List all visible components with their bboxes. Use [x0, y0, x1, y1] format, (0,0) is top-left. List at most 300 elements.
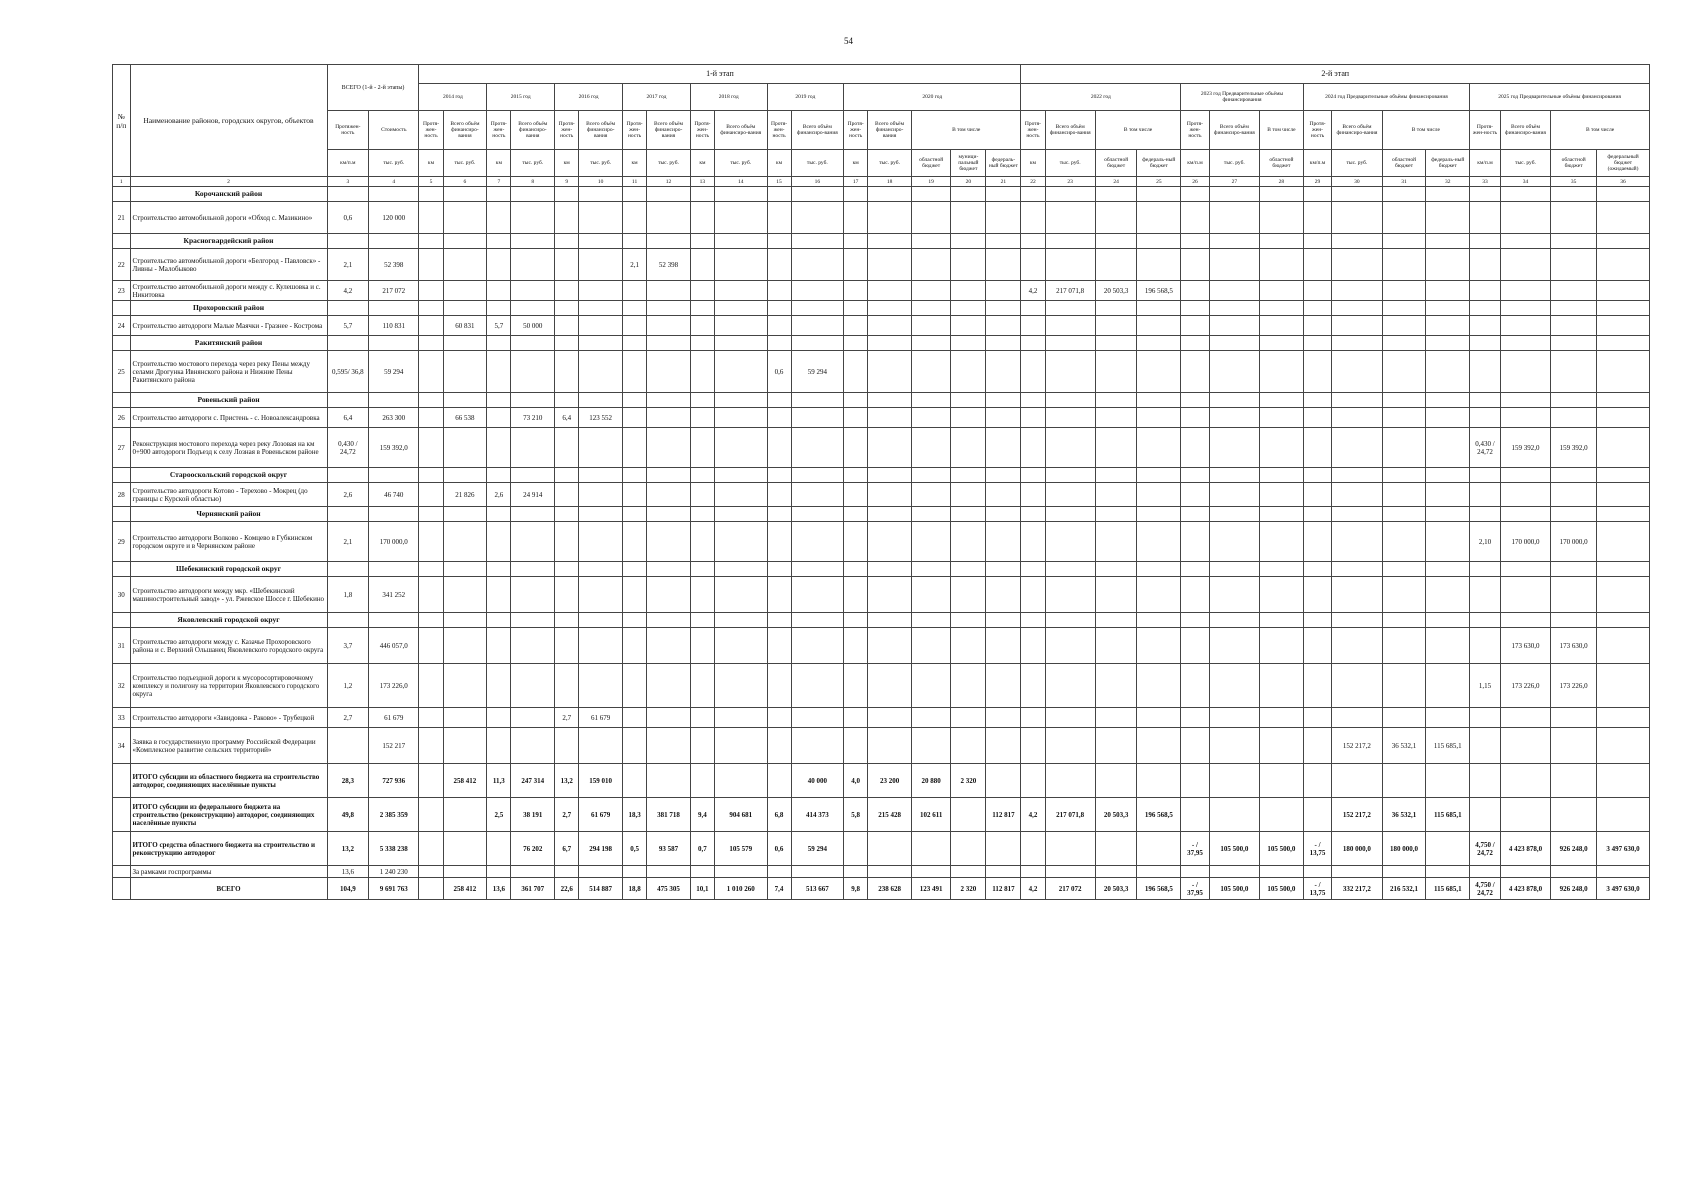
value-cell: [986, 577, 1021, 613]
value-cell: [986, 483, 1021, 507]
prot-header: Протя-жен-ность: [1021, 111, 1045, 150]
object-name: Строительство автомобильной дороги «Белгород - Павловск» - Ливны - Малобыково: [130, 249, 327, 281]
value-cell: [511, 202, 555, 234]
value-cell: [1332, 866, 1382, 878]
value-cell: [1095, 866, 1137, 878]
value-cell: [986, 351, 1021, 393]
value-cell: 13,6: [487, 878, 511, 900]
empty-cell: [951, 562, 986, 577]
value-cell: [714, 728, 767, 764]
value-cell: [1303, 408, 1331, 428]
value-cell: 159 392,0: [1500, 428, 1550, 468]
table-row: [113, 483, 1650, 507]
empty-cell: [623, 336, 647, 351]
value-cell: 152 217,2: [1332, 798, 1382, 832]
empty-cell: [327, 468, 369, 483]
district-title: Прохоровский район: [130, 301, 327, 316]
value-cell: [1137, 664, 1181, 708]
value-cell: [1303, 281, 1331, 301]
empty-cell: [1332, 301, 1382, 316]
empty-cell: [1303, 301, 1331, 316]
empty-cell: [844, 562, 868, 577]
empty-cell: [951, 187, 986, 202]
value-cell: [1332, 628, 1382, 664]
value-cell: [868, 483, 912, 507]
empty-cell: [1181, 301, 1209, 316]
value-cell: [487, 577, 511, 613]
empty-cell: [714, 562, 767, 577]
empty-cell: [690, 234, 714, 249]
value-cell: [791, 202, 844, 234]
value-cell: [1426, 522, 1470, 562]
value-cell: [511, 351, 555, 393]
empty-cell: [1551, 468, 1597, 483]
value-cell: 152 217,2: [1332, 728, 1382, 764]
empty-cell: [767, 507, 791, 522]
value-cell: [1551, 281, 1597, 301]
value-cell: 22,6: [555, 878, 579, 900]
value-cell: [1045, 866, 1095, 878]
row-number: 34: [113, 728, 131, 764]
empty-cell: [647, 336, 691, 351]
value-cell: [868, 408, 912, 428]
value-cell: [951, 832, 986, 866]
prot-header: Протя-жен-ность: [419, 111, 443, 150]
unit: тыс. руб.: [579, 150, 623, 177]
vol-header: Всего объём финансиро-вания: [443, 111, 487, 150]
district-row: [113, 393, 1650, 408]
unit: км: [555, 150, 579, 177]
value-cell: [844, 249, 868, 281]
column-index: 8: [511, 177, 555, 187]
empty-cell: [1209, 234, 1259, 249]
value-cell: 4,2: [1021, 798, 1045, 832]
vol-header: Всего объём финансиро-вания: [868, 111, 912, 150]
empty-cell: [911, 234, 950, 249]
value-cell: [647, 577, 691, 613]
empty-cell: [623, 468, 647, 483]
value-cell: [1260, 483, 1304, 507]
value-cell: 9,8: [844, 878, 868, 900]
value-cell: 0,430 / 24,72: [1470, 428, 1501, 468]
district-spacer: [113, 393, 131, 408]
column-index: 2: [130, 177, 327, 187]
value-cell: 40 000: [791, 764, 844, 798]
empty-cell: [951, 468, 986, 483]
value-cell: 59 294: [791, 351, 844, 393]
empty-cell: [487, 613, 511, 628]
value-cell: 196 568,5: [1137, 798, 1181, 832]
empty-cell: [767, 393, 791, 408]
table-row: [113, 708, 1650, 728]
value-cell: [555, 428, 579, 468]
empty-cell: [951, 336, 986, 351]
empty-cell: [1382, 562, 1426, 577]
value-cell: [511, 428, 555, 468]
empty-cell: [1021, 187, 1045, 202]
value-cell: [487, 428, 511, 468]
value-cell: [1181, 351, 1209, 393]
value-cell: [690, 577, 714, 613]
value-cell: 0,6: [767, 832, 791, 866]
value-cell: 7,4: [767, 878, 791, 900]
value-cell: [1382, 428, 1426, 468]
unit: км: [1021, 150, 1045, 177]
empty-cell: [767, 234, 791, 249]
value-cell: [1332, 202, 1382, 234]
empty-cell: [1045, 562, 1095, 577]
empty-cell: [1382, 301, 1426, 316]
value-cell: [1181, 522, 1209, 562]
value-cell: [1137, 483, 1181, 507]
district-title: Красногвардейский район: [130, 234, 327, 249]
empty-cell: [487, 562, 511, 577]
empty-cell: [555, 187, 579, 202]
value-cell: 173 226,0: [369, 664, 419, 708]
year-2022: 2022 год: [1021, 84, 1181, 111]
value-cell: [1021, 577, 1045, 613]
value-cell: [1095, 664, 1137, 708]
value-cell: [1095, 522, 1137, 562]
empty-cell: [1260, 562, 1304, 577]
value-cell: [623, 708, 647, 728]
empty-cell: [1095, 507, 1137, 522]
value-cell: 238 628: [868, 878, 912, 900]
value-cell: 110 831: [369, 316, 419, 336]
value-cell: [1303, 798, 1331, 832]
empty-cell: [1181, 234, 1209, 249]
value-cell: [555, 628, 579, 664]
empty-cell: [714, 393, 767, 408]
value-cell: [555, 351, 579, 393]
prot-header: Протя-жен-ность: [1470, 111, 1501, 150]
empty-cell: [419, 613, 443, 628]
unit: км/п.м: [1181, 150, 1209, 177]
value-cell: [1181, 408, 1209, 428]
column-index: 18: [868, 177, 912, 187]
value-cell: 9 691 763: [369, 878, 419, 900]
empty-cell: [487, 393, 511, 408]
value-cell: [1045, 728, 1095, 764]
empty-cell: [791, 393, 844, 408]
value-cell: [951, 577, 986, 613]
empty-cell: [327, 613, 369, 628]
value-cell: [951, 708, 986, 728]
value-cell: [1095, 202, 1137, 234]
incl-header: В том числе: [1260, 111, 1304, 150]
value-cell: [911, 577, 950, 613]
summary-row: [113, 832, 1650, 866]
value-cell: [1551, 798, 1597, 832]
value-cell: [1303, 428, 1331, 468]
value-cell: [443, 628, 487, 664]
value-cell: [1045, 408, 1095, 428]
value-cell: [1209, 728, 1259, 764]
value-cell: [1045, 522, 1095, 562]
empty-cell: [579, 562, 623, 577]
unit: км: [844, 150, 868, 177]
value-cell: [1332, 408, 1382, 428]
value-cell: 361 707: [511, 878, 555, 900]
value-cell: [647, 522, 691, 562]
empty-cell: [844, 187, 868, 202]
value-cell: [1500, 281, 1550, 301]
empty-cell: [1021, 613, 1045, 628]
column-index: 29: [1303, 177, 1331, 187]
empty-cell: [487, 301, 511, 316]
empty-cell: [951, 234, 986, 249]
value-cell: [419, 832, 443, 866]
empty-cell: [327, 187, 369, 202]
value-cell: 3,7: [327, 628, 369, 664]
vol-header: Всего объём финансиро-вания: [1045, 111, 1095, 150]
empty-cell: [579, 336, 623, 351]
value-cell: [1209, 316, 1259, 336]
empty-cell: [327, 234, 369, 249]
value-cell: 170 000,0: [1500, 522, 1550, 562]
empty-cell: [868, 613, 912, 628]
value-cell: 36 532,1: [1382, 798, 1426, 832]
summary-row: [113, 798, 1650, 832]
empty-cell: [1095, 393, 1137, 408]
value-cell: 247 314: [511, 764, 555, 798]
value-cell: [1137, 202, 1181, 234]
value-cell: [791, 522, 844, 562]
value-cell: [1260, 798, 1304, 832]
value-cell: [1332, 316, 1382, 336]
value-cell: [911, 664, 950, 708]
value-cell: [511, 281, 555, 301]
unit: тыс. руб.: [714, 150, 767, 177]
value-cell: [1597, 628, 1650, 664]
value-cell: [1095, 316, 1137, 336]
empty-cell: [1332, 187, 1382, 202]
value-cell: [1382, 249, 1426, 281]
value-cell: 0,430 / 24,72: [327, 428, 369, 468]
value-cell: [487, 866, 511, 878]
column-index: 6: [443, 177, 487, 187]
value-cell: [1332, 483, 1382, 507]
value-cell: [1500, 483, 1550, 507]
value-cell: [1382, 522, 1426, 562]
value-cell: [1095, 249, 1137, 281]
value-cell: [1137, 832, 1181, 866]
value-cell: [844, 866, 868, 878]
column-index: 14: [714, 177, 767, 187]
value-cell: 9,4: [690, 798, 714, 832]
row-number: [113, 878, 131, 900]
value-cell: [1470, 202, 1501, 234]
value-cell: [1021, 428, 1045, 468]
empty-cell: [1209, 187, 1259, 202]
empty-cell: [1551, 507, 1597, 522]
empty-cell: [1021, 234, 1045, 249]
empty-cell: [868, 562, 912, 577]
value-cell: [623, 483, 647, 507]
value-cell: [1045, 577, 1095, 613]
empty-cell: [555, 562, 579, 577]
value-cell: [1382, 316, 1426, 336]
value-cell: [1500, 249, 1550, 281]
empty-cell: [911, 507, 950, 522]
value-cell: [911, 628, 950, 664]
value-cell: [1137, 628, 1181, 664]
column-index: 33: [1470, 177, 1501, 187]
empty-cell: [443, 187, 487, 202]
empty-cell: [327, 562, 369, 577]
value-cell: 0,5: [623, 832, 647, 866]
value-cell: [767, 764, 791, 798]
unit: км: [690, 150, 714, 177]
empty-cell: [623, 562, 647, 577]
value-cell: 2,7: [327, 708, 369, 728]
empty-cell: [868, 507, 912, 522]
empty-cell: [443, 234, 487, 249]
value-cell: 105 500,0: [1260, 878, 1304, 900]
value-cell: [419, 866, 443, 878]
value-cell: 20 880: [911, 764, 950, 798]
value-cell: [647, 866, 691, 878]
value-cell: [1209, 708, 1259, 728]
column-index: 7: [487, 177, 511, 187]
object-name: Строительство автодороги между мкр. «Шебекинский машиностроительный завод» - ул. Ржевское Шоссе г. Шебекино: [130, 577, 327, 613]
empty-cell: [1095, 336, 1137, 351]
value-cell: [986, 428, 1021, 468]
empty-cell: [1551, 336, 1597, 351]
empty-cell: [1382, 507, 1426, 522]
value-cell: [1181, 708, 1209, 728]
value-cell: [443, 798, 487, 832]
value-cell: [1095, 708, 1137, 728]
empty-cell: [1382, 393, 1426, 408]
unit: тыс. руб.: [1209, 150, 1259, 177]
value-cell: [579, 866, 623, 878]
value-cell: [791, 708, 844, 728]
empty-cell: [767, 468, 791, 483]
vol-header: Всего объём финансиро-вания: [1500, 111, 1550, 150]
empty-cell: [1181, 613, 1209, 628]
value-cell: [419, 764, 443, 798]
value-cell: [1045, 664, 1095, 708]
value-cell: [1021, 728, 1045, 764]
value-cell: [1303, 628, 1331, 664]
empty-cell: [1260, 187, 1304, 202]
value-cell: 112 817: [986, 878, 1021, 900]
empty-cell: [714, 468, 767, 483]
value-cell: [1021, 664, 1045, 708]
empty-cell: [1382, 613, 1426, 628]
value-cell: 20 503,3: [1095, 878, 1137, 900]
value-cell: 152 217: [369, 728, 419, 764]
empty-cell: [1382, 187, 1426, 202]
value-cell: [951, 249, 986, 281]
value-cell: [1426, 351, 1470, 393]
value-cell: [844, 202, 868, 234]
empty-cell: [1597, 562, 1650, 577]
value-cell: 2,6: [327, 483, 369, 507]
value-cell: [844, 316, 868, 336]
column-index: 23: [1045, 177, 1095, 187]
value-cell: [1470, 577, 1501, 613]
empty-cell: [487, 336, 511, 351]
empty-cell: [1095, 234, 1137, 249]
value-cell: [1021, 249, 1045, 281]
value-cell: 52 398: [647, 249, 691, 281]
value-cell: 13,6: [327, 866, 369, 878]
value-cell: [623, 522, 647, 562]
year-2017: 2017 год: [623, 84, 691, 111]
empty-cell: [443, 336, 487, 351]
empty-cell: [1137, 468, 1181, 483]
value-cell: 904 681: [714, 798, 767, 832]
empty-cell: [511, 301, 555, 316]
empty-cell: [511, 507, 555, 522]
value-cell: [1382, 764, 1426, 798]
empty-cell: [1209, 468, 1259, 483]
object-name: Строительство автомобильной дороги между с. Кулешовка и с. Никитовка: [130, 281, 327, 301]
value-cell: 123 491: [911, 878, 950, 900]
district-spacer: [113, 562, 131, 577]
unit: тыс. руб.: [791, 150, 844, 177]
value-cell: 514 887: [579, 878, 623, 900]
empty-cell: [1137, 393, 1181, 408]
district-row: [113, 187, 1650, 202]
value-cell: 66 538: [443, 408, 487, 428]
row-number: 25: [113, 351, 131, 393]
value-cell: [714, 408, 767, 428]
empty-cell: [690, 187, 714, 202]
empty-cell: [555, 507, 579, 522]
value-cell: [767, 408, 791, 428]
empty-cell: [690, 613, 714, 628]
column-index: 27: [1209, 177, 1259, 187]
value-cell: 1,15: [1470, 664, 1501, 708]
table-row: [113, 351, 1650, 393]
value-cell: [714, 428, 767, 468]
empty-cell: [1303, 613, 1331, 628]
value-cell: [555, 664, 579, 708]
empty-cell: [1021, 336, 1045, 351]
empty-cell: [791, 507, 844, 522]
value-cell: [623, 202, 647, 234]
value-cell: [1597, 866, 1650, 878]
value-cell: [1551, 316, 1597, 336]
district-row: [113, 234, 1650, 249]
empty-cell: [419, 468, 443, 483]
unit: федеральный бюджет (ожидаемый): [1597, 150, 1650, 177]
unit: тыс. руб.: [647, 150, 691, 177]
empty-cell: [511, 336, 555, 351]
value-cell: [487, 249, 511, 281]
value-cell: [844, 577, 868, 613]
value-cell: [714, 664, 767, 708]
unit: федераль-ный бюджет: [986, 150, 1021, 177]
value-cell: 73 210: [511, 408, 555, 428]
value-cell: [767, 628, 791, 664]
empty-cell: [986, 393, 1021, 408]
empty-cell: [1021, 507, 1045, 522]
value-cell: [767, 316, 791, 336]
value-cell: [1500, 798, 1550, 832]
district-title: Шебекинский городской округ: [130, 562, 327, 577]
empty-cell: [1095, 613, 1137, 628]
empty-cell: [1021, 301, 1045, 316]
empty-cell: [1045, 187, 1095, 202]
empty-cell: [487, 507, 511, 522]
value-cell: [1500, 577, 1550, 613]
district-spacer: [113, 468, 131, 483]
empty-cell: [555, 301, 579, 316]
